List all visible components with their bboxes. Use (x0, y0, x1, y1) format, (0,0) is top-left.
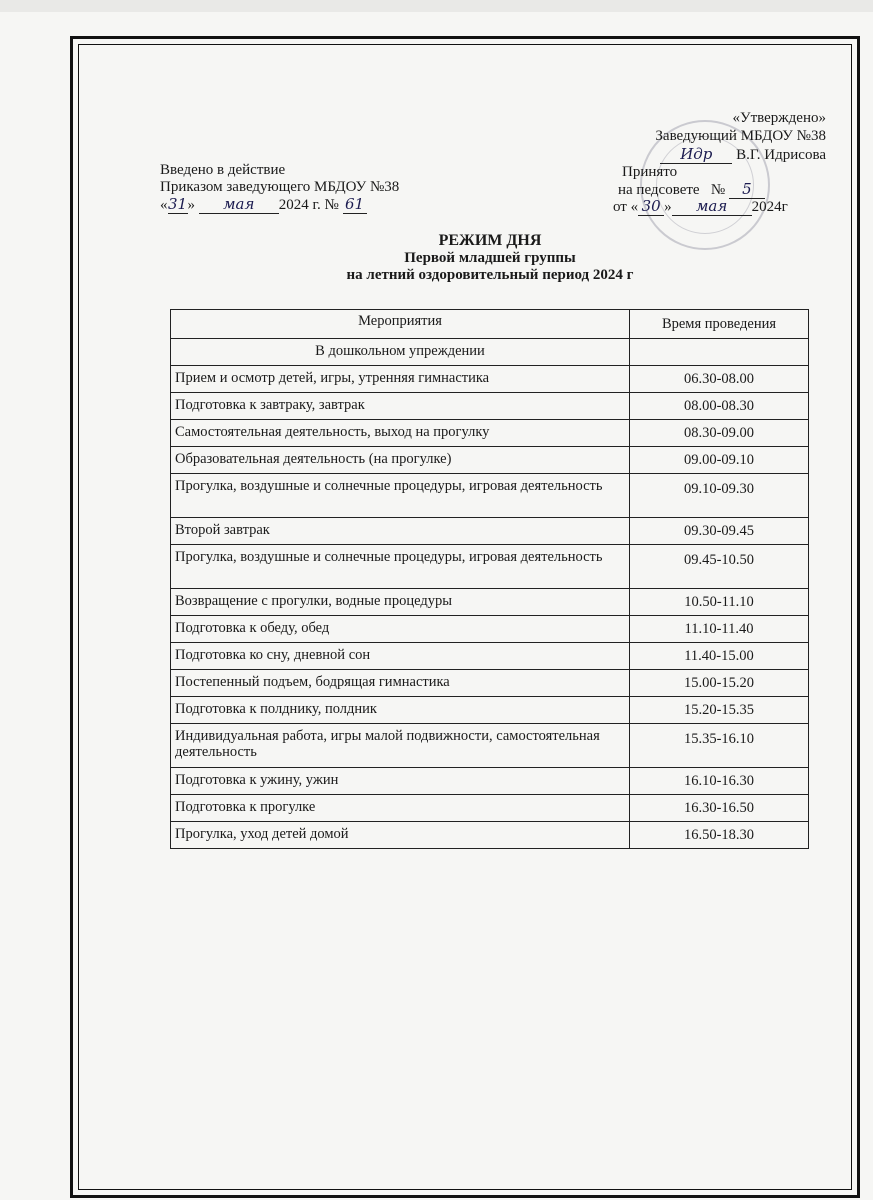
table-row (171, 518, 809, 545)
time-cell: 16.50-18.30 (630, 822, 809, 849)
approved-label: «Утверждено» (732, 110, 826, 126)
header-activities: Мероприятия (171, 310, 630, 339)
table-row (171, 697, 809, 724)
activity-cell: Подготовка к полднику, полдник (171, 697, 630, 724)
accepted-line2: на педсовете № 5 (618, 181, 765, 199)
activity-cell: Индивидуальная работа, игры малой подвижности, самостоятельная деятельность (171, 724, 630, 768)
activity-cell: Подготовка к прогулке (171, 795, 630, 822)
time-cell: 11.10-11.40 (630, 616, 809, 643)
table-row (171, 545, 809, 589)
activity-cell: Прогулка, уход детей домой (171, 822, 630, 849)
activity-cell: Постепенный подъем, бодрящая гимнастика (171, 670, 630, 697)
enacted-line2: Приказом заведующего МБДОУ №38 (160, 179, 400, 195)
table-row (171, 822, 809, 849)
period-title: на летний оздоровительный период 2024 г (346, 267, 634, 283)
table-row (171, 616, 809, 643)
table-row (171, 589, 809, 616)
activity-cell: Подготовка к обеду, обед (171, 616, 630, 643)
time-cell: 09.00-09.10 (630, 447, 809, 474)
time-cell: 15.20-15.35 (630, 697, 809, 724)
head-signature: Идр (660, 146, 732, 164)
activity-cell: Прогулка, воздушные и солнечные процедуры, игровая деятельность (171, 545, 630, 589)
header-time: Время проведения (630, 310, 809, 339)
time-cell: 15.00-15.20 (630, 670, 809, 697)
page-title: РЕЖИМ ДНЯ (438, 232, 542, 249)
head-name: В.Г. Идрисова (736, 147, 826, 163)
time-cell: 16.30-16.50 (630, 795, 809, 822)
enacted-line1: Введено в действие (160, 162, 286, 178)
activity-cell: Возвращение с прогулки, водные процедуры (171, 589, 630, 616)
accepted-month: мая (672, 198, 752, 216)
table-row (171, 724, 809, 768)
activity-cell: Подготовка ко сну, дневной сон (171, 643, 630, 670)
time-cell: 09.30-09.45 (630, 518, 809, 545)
enacted-month: мая (199, 196, 279, 214)
time-cell: 10.50-11.10 (630, 589, 809, 616)
time-cell: 09.45-10.50 (630, 545, 809, 589)
time-cell: 09.10-09.30 (630, 474, 809, 518)
table-row (171, 447, 809, 474)
head-signature-line (660, 146, 826, 164)
head-title: Заведующий МБДОУ №38 (655, 128, 826, 144)
accepted-line1: Принято (622, 164, 678, 180)
table-row (171, 795, 809, 822)
activity-cell: Образовательная деятельность (на прогулке) (171, 447, 630, 474)
group-title: Первой младшей группы (404, 250, 576, 266)
activity-cell: Прием и осмотр детей, игры, утренняя гимнастика (171, 366, 630, 393)
time-cell: 08.00-08.30 (630, 393, 809, 420)
enacted-day: 31 (167, 195, 188, 213)
time-cell: 11.40-15.00 (630, 643, 809, 670)
activity-cell: Самостоятельная деятельность, выход на прогулку (171, 420, 630, 447)
table-row (171, 768, 809, 795)
section-label: В дошкольном упреждении (171, 339, 630, 366)
table-row (171, 643, 809, 670)
activity-cell: Прогулка, воздушные и солнечные процедуры, игровая деятельность (171, 474, 630, 518)
schedule-table (170, 309, 809, 849)
table-row (171, 393, 809, 420)
table-row (171, 366, 809, 393)
section-row (171, 339, 809, 366)
enacted-date: «31» мая 2024 г. № 61 (160, 196, 367, 214)
activity-cell: Подготовка к ужину, ужин (171, 768, 630, 795)
time-cell: 16.10-16.30 (630, 768, 809, 795)
activity-cell: Подготовка к завтраку, завтрак (171, 393, 630, 420)
time-cell: 15.35-16.10 (630, 724, 809, 768)
time-cell: 06.30-08.00 (630, 366, 809, 393)
accepted-date: от « 30 » мая 2024г (613, 197, 788, 215)
time-cell: 08.30-09.00 (630, 420, 809, 447)
table-row (171, 420, 809, 447)
section-time-empty (630, 339, 809, 366)
activity-cell: Второй завтрак (171, 518, 630, 545)
enacted-number: 61 (343, 196, 367, 214)
table-row (171, 474, 809, 518)
table-row (171, 670, 809, 697)
accepted-day: 30 (638, 198, 664, 216)
table-header-row (171, 310, 809, 339)
accepted-number: 5 (729, 181, 765, 199)
